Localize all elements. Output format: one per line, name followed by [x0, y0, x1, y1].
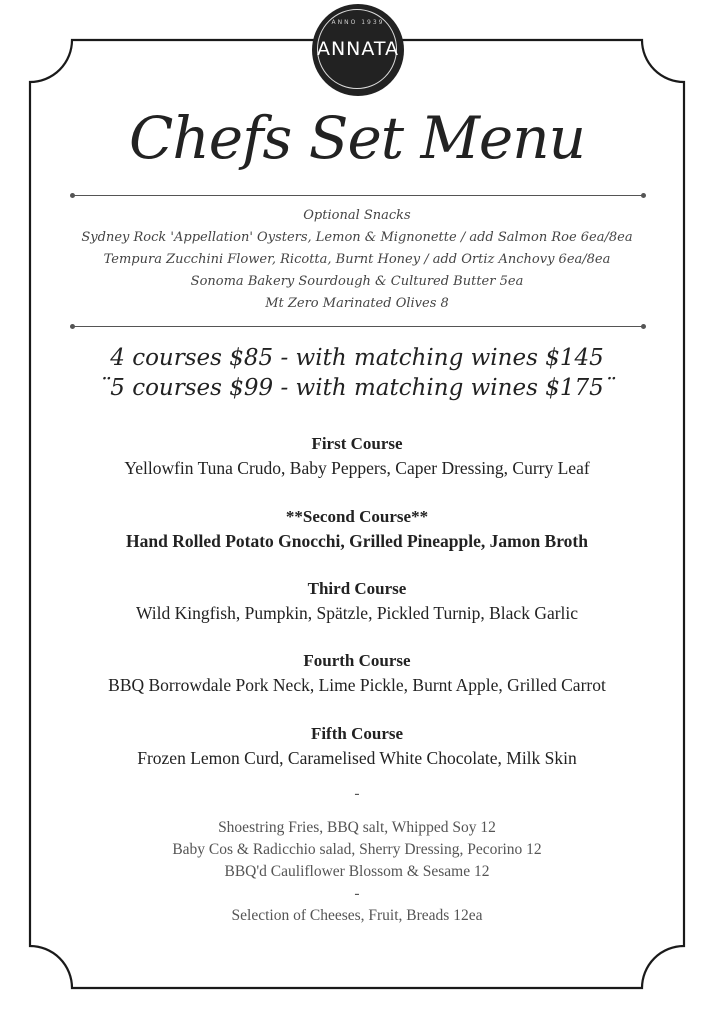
course-dish: BBQ Borrowdale Pork Neck, Lime Pickle, Burnt Apple, Grilled Carrot	[108, 675, 606, 695]
side-item: Shoestring Fries, BBQ salt, Whipped Soy 12	[218, 819, 496, 836]
snack-item: Mt Zero Marinated Olives 8	[265, 296, 449, 311]
course-fifth	[0, 722, 714, 770]
logo-tagline: ANNO 1939	[331, 19, 385, 26]
divider-top	[72, 195, 644, 196]
course-fourth	[0, 649, 714, 697]
course-third	[0, 577, 714, 625]
course-first	[0, 432, 714, 480]
divider-dot-left	[70, 193, 75, 198]
price-four-courses: 4 courses $85 - with matching wines $145	[110, 345, 604, 371]
side-item: Baby Cos & Radicchio salad, Sherry Dressing, Pecorino 12	[172, 841, 542, 858]
snacks-heading: Optional Snacks	[303, 208, 411, 223]
snack-item: Tempura Zucchini Flower, Ricotta, Burnt Honey / add Ortiz Anchovy 6ea/8ea	[103, 252, 611, 267]
course-dish: Frozen Lemon Curd, Caramelised White Chocolate, Milk Skin	[137, 748, 577, 768]
course-dish: Wild Kingfish, Pumpkin, Spätzle, Pickled Turnip, Black Garlic	[135, 603, 579, 623]
sides-divider: -	[354, 785, 360, 802]
sides-divider: -	[354, 885, 360, 902]
price-five-courses: ¨5 courses $99 - with matching wines $175¨	[98, 375, 616, 401]
sides-section	[0, 783, 714, 927]
divider-dot-right	[641, 193, 646, 198]
course-dish: Yellowfin Tuna Crudo, Baby Peppers, Caper Dressing, Curry Leaf	[124, 458, 590, 478]
divider-bottom	[72, 326, 644, 327]
side-item: BBQ'd Cauliflower Blossom & Sesame 12	[224, 863, 490, 880]
course-heading: Fifth Course	[310, 724, 404, 743]
logo-name: ANNATA	[316, 38, 400, 60]
snack-item: Sonoma Bakery Sourdough & Cultured Butter 5ea	[190, 274, 524, 289]
divider-dot-left	[70, 324, 75, 329]
snack-item: Sydney Rock 'Appellation' Oysters, Lemon & Mignonette / add Salmon Roe 6ea/8ea	[81, 230, 633, 245]
pricing-section	[0, 343, 714, 403]
course-heading: Fourth Course	[303, 651, 411, 670]
course-heading: First Course	[311, 434, 403, 453]
course-heading: **Second Course**	[285, 507, 429, 526]
cheese-item: Selection of Cheeses, Fruit, Breads 12ea	[231, 907, 483, 924]
menu-title: Chefs Set Menu	[129, 104, 585, 172]
annata-logo	[312, 4, 404, 96]
divider-dot-right	[641, 324, 646, 329]
course-heading: Third Course	[307, 579, 407, 598]
optional-snacks-section	[0, 205, 714, 315]
course-second	[0, 505, 714, 553]
course-dish: Hand Rolled Potato Gnocchi, Grilled Pineapple, Jamon Broth	[126, 531, 588, 551]
